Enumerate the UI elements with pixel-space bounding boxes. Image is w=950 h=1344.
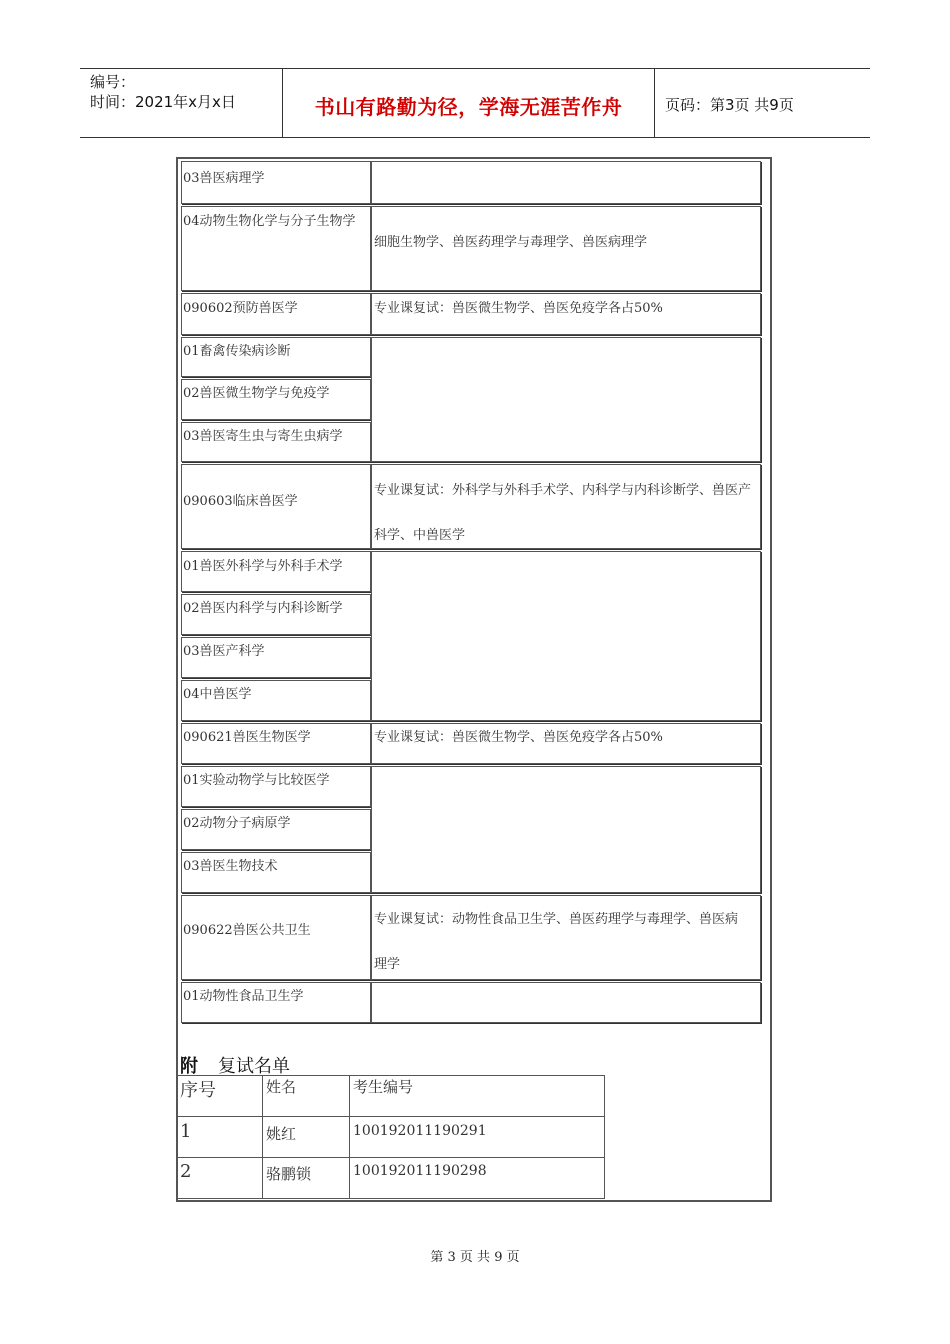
table-row-left: 02兽医微生物学与免疫学 bbox=[181, 379, 371, 420]
student-name: 姚红 bbox=[263, 1117, 350, 1158]
table-row-right: 细胞生物学、兽医药理学与毒理学、兽医病理学 bbox=[371, 206, 761, 291]
col-no-header: 序号 bbox=[177, 1076, 263, 1117]
motto: 书山有路勤为径，学海无涯苦作舟 bbox=[314, 95, 623, 119]
table-row-left: 090603临床兽医学 bbox=[181, 464, 371, 549]
table-row-right bbox=[371, 766, 761, 893]
table-row-right bbox=[371, 161, 761, 204]
table-row-left: 090621兽医生物医学 bbox=[181, 723, 371, 764]
header-motto-cell bbox=[283, 69, 655, 137]
table-row-left: 01实验动物学与比较医学 bbox=[181, 766, 371, 807]
student-id: 100192011190298 bbox=[350, 1158, 605, 1199]
table-row-left: 04中兽医学 bbox=[181, 680, 371, 721]
annex-title: 复试名单 bbox=[218, 1056, 290, 1077]
table-row bbox=[177, 1158, 605, 1199]
table-row-left: 03兽医产科学 bbox=[181, 637, 371, 678]
table-row bbox=[177, 1117, 605, 1158]
student-no: 1 bbox=[177, 1117, 263, 1158]
student-id: 100192011190291 bbox=[350, 1117, 605, 1158]
table-row-left: 04动物生物化学与分子生物学 bbox=[181, 206, 371, 291]
header-info-cell bbox=[80, 69, 283, 137]
table-row-left: 01动物性食品卫生学 bbox=[181, 982, 371, 1023]
table-row-right: 专业课复试：动物性食品卫生学、兽医药理学与毒理学、兽医病理学 bbox=[371, 895, 761, 980]
col-name-header: 姓名 bbox=[263, 1076, 350, 1117]
table-row-left: 02兽医内科学与内科诊断学 bbox=[181, 594, 371, 635]
table-row-right bbox=[371, 337, 761, 462]
table-header-row bbox=[177, 1076, 605, 1117]
header-page-cell bbox=[655, 69, 870, 137]
page-footer: 第 3 页 共 9 页 bbox=[430, 1250, 520, 1265]
page-indicator: 页码：第3页 共9页 bbox=[665, 96, 794, 114]
date-label: 时间：2021年x月x日 bbox=[90, 93, 236, 111]
table-row-left: 090622兽医公共卫生 bbox=[181, 895, 371, 980]
col-id-header: 考生编号 bbox=[350, 1076, 605, 1117]
table-row-right bbox=[371, 551, 761, 721]
student-no: 2 bbox=[177, 1158, 263, 1199]
table-row-left: 02动物分子病原学 bbox=[181, 809, 371, 850]
student-table bbox=[176, 1075, 605, 1199]
table-row-right: 专业课复试：外科学与外科手术学、内科学与内科诊断学、兽医产科学、中兽医学 bbox=[371, 464, 761, 549]
table-row-left: 03兽医生物技术 bbox=[181, 852, 371, 893]
table-row-left: 01畜禽传染病诊断 bbox=[181, 337, 371, 377]
annex-label: 附 bbox=[180, 1056, 198, 1077]
student-name: 骆鹏锁 bbox=[263, 1158, 350, 1199]
table-row-right bbox=[371, 982, 761, 1023]
number-label: 编号： bbox=[90, 73, 136, 91]
page-header bbox=[80, 68, 870, 138]
table-row-left: 090602预防兽医学 bbox=[181, 293, 371, 335]
table-row-left: 03兽医寄生虫与寄生虫病学 bbox=[181, 422, 371, 462]
table-row-right: 专业课复试：兽医微生物学、兽医免疫学各占50% bbox=[371, 293, 761, 335]
table-row-left: 01兽医外科学与外科手术学 bbox=[181, 551, 371, 592]
table-row-right: 专业课复试：兽医微生物学、兽医免疫学各占50% bbox=[371, 723, 761, 764]
table-row-left: 03兽医病理学 bbox=[181, 161, 371, 204]
